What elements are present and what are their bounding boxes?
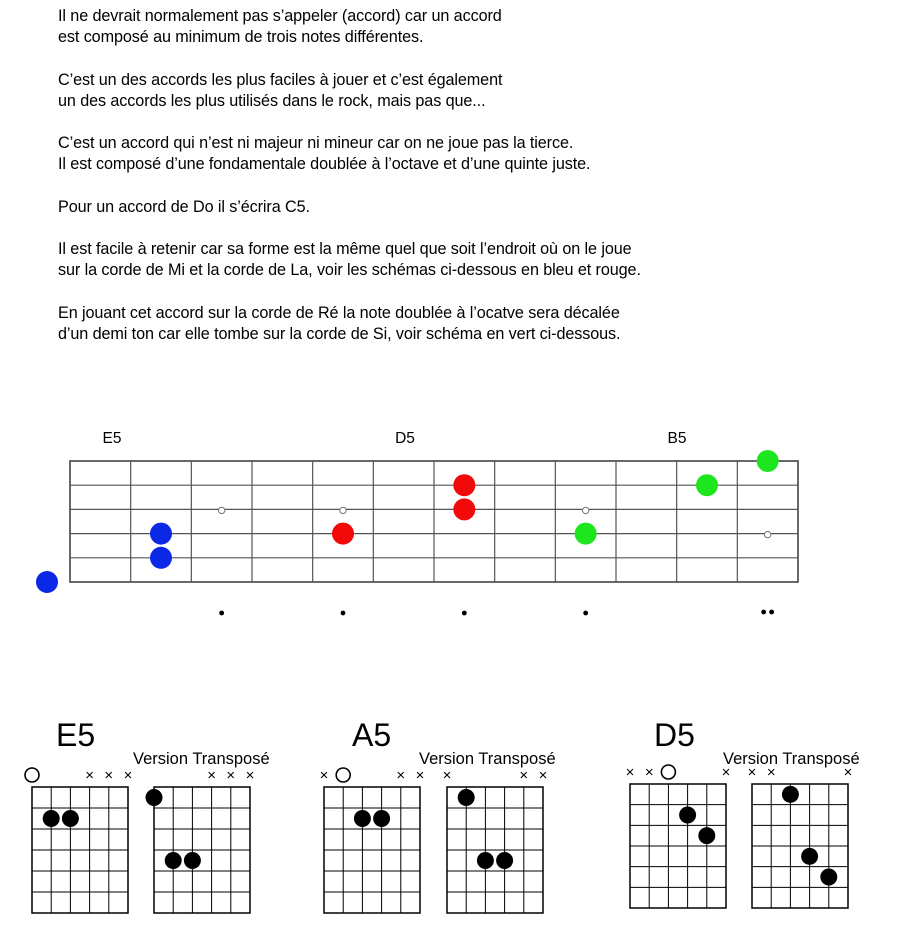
chord-name-a5: A5 (352, 717, 392, 753)
open-string-marker (25, 768, 39, 782)
finger-dot (477, 852, 494, 869)
finger-dot (698, 827, 715, 844)
open-string-marker (661, 765, 675, 779)
text-line: un des accords les plus utilisés dans le rock, mais pas que... (58, 91, 486, 110)
text-line: C’est un des accords les plus faciles à jouer et c’est également (58, 70, 503, 89)
muted-string-marker: × (538, 767, 548, 784)
finger-dot (354, 810, 371, 827)
muted-string-marker: × (644, 764, 654, 781)
muted-string-marker: × (442, 767, 452, 784)
finger-dot (782, 786, 799, 803)
text-line: d’un demi ton car elle tombe sur la corde de Si, voir schéma en vert ci-dessous. (58, 324, 621, 343)
text-line: Il ne devrait normalement pas s’appeler (accord) car un accord (58, 7, 502, 25)
finger-dot (373, 810, 390, 827)
chord-label-e5: E5 (102, 430, 122, 447)
muted-string-marker: × (843, 764, 853, 781)
muted-string-marker: × (396, 767, 406, 784)
open-string-marker (336, 768, 350, 782)
muted-string-marker: × (104, 767, 114, 784)
chord-label-b5: B5 (667, 430, 687, 447)
finger-dot (62, 810, 79, 827)
muted-string-marker: × (519, 767, 529, 784)
chord-label-d5: D5 (395, 430, 415, 447)
muted-string-marker: × (415, 767, 425, 784)
text-line: Pour un accord de Do il s’écrira C5. (58, 197, 310, 216)
muted-string-marker: × (123, 767, 133, 784)
muted-string-marker: × (625, 764, 635, 781)
finger-dot (679, 807, 696, 824)
version-label: Version Transposé (133, 750, 270, 768)
text-line: sur la corde de Mi et la corde de La, voir les schémas ci-dessous en bleu et rouge. (58, 261, 641, 279)
muted-string-marker: × (319, 767, 329, 784)
finger-dot (43, 810, 60, 827)
muted-string-marker: × (207, 767, 216, 784)
text-line: est composé au minimum de trois notes différentes. (58, 28, 424, 46)
chord-name-d5: D5 (654, 717, 695, 753)
text-line: Il est facile à retenir car sa forme est la même quel que soit l’endroit où on le joue (58, 240, 632, 258)
muted-string-marker: × (85, 767, 94, 784)
muted-string-marker: × (766, 764, 776, 781)
text-line: En jouant cet accord sur la corde de Ré la note doublée à l’ocatve sera décalée (58, 303, 620, 322)
version-label: Version Transposé (419, 750, 556, 768)
finger-dot (146, 789, 163, 806)
chord-name-e5: E5 (56, 717, 96, 753)
muted-string-marker: × (747, 764, 757, 781)
muted-string-marker: × (226, 767, 236, 784)
muted-string-marker: × (721, 764, 731, 781)
finger-dot (801, 848, 818, 865)
muted-string-marker: × (245, 767, 255, 784)
finger-dot (496, 852, 513, 869)
text-line: C’est un accord qui n’est ni majeur ni mineur car on ne joue pas la tierce. (58, 134, 574, 152)
finger-dot (820, 869, 837, 886)
finger-dot (458, 789, 475, 806)
finger-dot (165, 852, 182, 869)
finger-dot (184, 852, 201, 869)
text-line: Il est composé d’une fondamentale doublée à l’octave et d’une quinte juste. (58, 155, 591, 173)
version-label: Version Transposé (723, 750, 860, 768)
